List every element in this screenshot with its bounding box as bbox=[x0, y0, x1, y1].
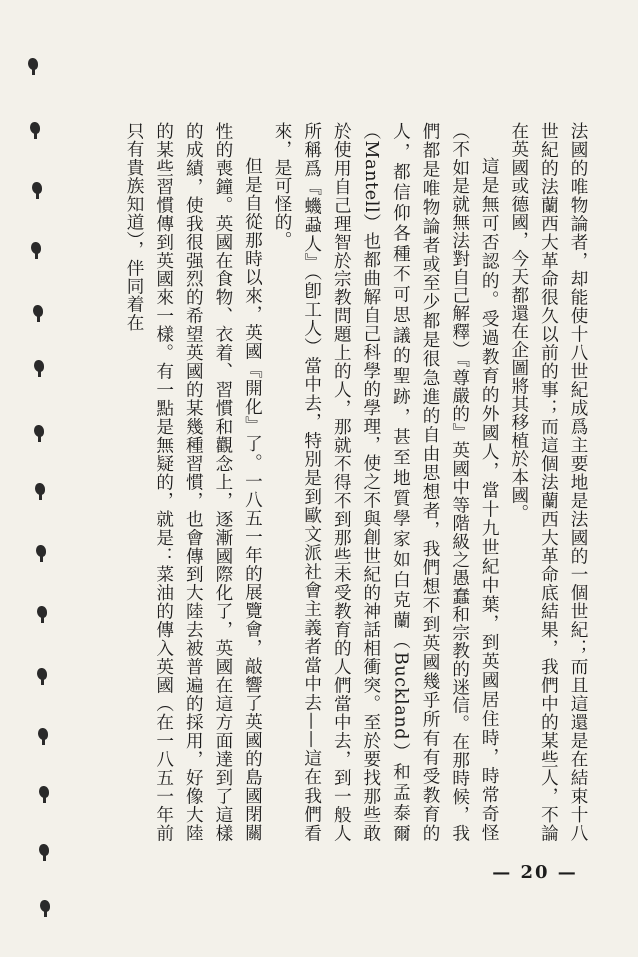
vertical-text-block bbox=[118, 122, 592, 842]
stitch-mark bbox=[34, 425, 44, 437]
stitch-mark bbox=[33, 305, 43, 317]
stitch-mark bbox=[31, 242, 41, 254]
stitch-mark bbox=[34, 360, 44, 372]
stitch-mark bbox=[35, 483, 45, 495]
paragraph-foreign-visitors: 這是無可否認的。受過教育的外國人，當十九世紀中葉，到英國居住時，時常奇怪（不如是就無法對自己解釋）『尊嚴的』英國中等階級之愚蠢和宗教的迷信。在那時候，我們都是唯物論者或至少都是很急進的自由思想者，我們想不到英國幾乎所有有受教育的人，都信仰各種不可思議的聖跡，甚至地質學家如白克蘭（Buckland）和孟泰爾（Mantell）也都曲解自己科學的學理，使之不與創世紀的神話相衝突。至於要找那些敢於使用自己理智於宗教問題上的人，那就不得不到那些未受教育的人們當中去，到一般人所稱爲『蟣蝨人』（卽工人）當中去，特別是到歐文派社會主義者當中去——這在我們看來，是可怪的。 bbox=[272, 122, 500, 842]
stitch-mark bbox=[40, 900, 50, 912]
stitch-mark bbox=[39, 786, 49, 798]
stitch-mark bbox=[32, 182, 42, 194]
stitch-mark bbox=[30, 122, 40, 134]
binding-stitch-marks bbox=[22, 0, 62, 957]
stitch-mark bbox=[28, 58, 38, 70]
page-number: — 20 — bbox=[492, 862, 578, 883]
stitch-mark bbox=[37, 606, 47, 618]
stitch-mark bbox=[36, 545, 46, 557]
stitch-mark bbox=[38, 728, 48, 740]
stitch-mark bbox=[39, 844, 49, 856]
paragraph-french-materialists: 法國的唯物論者，却能使十八世紀成爲主要地是法國的一個世紀；而且這還是在結束十八世紀的法蘭西大革命很久以前的事；而這個法蘭西大革命底結果，我們中的某些人，不論在英國或德國，今天都還在企圖將其移植於本國。 bbox=[508, 122, 588, 842]
paragraph-england-civilized: 但是自從那時以來，英國『開化』了。一八五一年的展覽會，敲響了英國的島國閉關性的喪鐘。英國在食物、衣着、習慣和觀念上，逐漸國際化了，英國在這方面達到了這樣的成績，使我很强烈的希望英國的某幾種習慣，也會傳到大陸去被普遍的採用，好像大陸的某些習慣傳到英國來一樣。有一點是無疑的，就是：菜油的傳入英國（在一八五一年前只有貴族知道），伴同着在 bbox=[124, 122, 263, 842]
stitch-mark bbox=[37, 668, 47, 680]
